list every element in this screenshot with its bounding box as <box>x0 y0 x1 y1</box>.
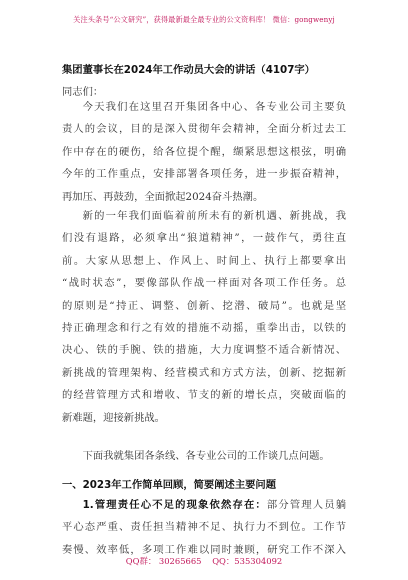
paragraph-line: 今年的工作重点，安排部署各项任务，进一步振奋精神， <box>62 168 346 181</box>
paragraph-line: 今天我们在这里召开集团各中心、各专业公司主要负 <box>82 101 346 113</box>
paragraph-line: 奏慢、效率低，多项工作难以同时兼顾，研究工作不深入 <box>62 543 346 556</box>
paragraph-line: 的原则是“持正、调整、创新、挖潜、破局”。也就是坚 <box>62 299 346 312</box>
paragraph-line: 决心、铁的手腕、铁的措施，大力度调整不适合新情况、 <box>62 344 346 357</box>
paragraph-line: 下面我就集团各条线、各专业公司的工作谈几点问题。 <box>82 450 330 462</box>
paragraph-line: 再加压、再鼓劲，全面掀起2024奋斗热潮。 <box>62 190 264 203</box>
paragraph-line: 们没有退路，必须拿出“狼道精神”，一鼓作气，勇往直 <box>62 232 346 245</box>
qq-contact: QQ：535304092 <box>212 556 283 566</box>
promo-banner: 关注头条号“公文研究”，获得最新最全最专业的公文资料库！ 微信：gongwenyj <box>73 15 335 24</box>
point-1-text: 部分管理人员躺 <box>266 499 347 511</box>
paragraph-line: 前。大家从思想上、作风上、时间上、执行上都要拿出 <box>62 254 346 267</box>
paragraph-line: 新挑战的管理架构、经营模式和方式方法，创新、挖掘新 <box>62 366 346 379</box>
greeting: 同志们： <box>62 86 104 98</box>
paragraph-1 <box>62 96 346 208</box>
contact-footer <box>0 555 408 567</box>
paragraph-line: 持正确理念和行之有效的措施不动摇，重拳出击，以铁的 <box>62 321 346 334</box>
document-title: 集团董事长在2024年工作动员大会的讲话（4107字） <box>62 64 315 76</box>
paragraph-line: 的经营管理方式和增收、节支的新的增长点，突破面临的 <box>62 389 346 402</box>
point-1-lead: 1.管理责任心不足的现象依然存在： <box>82 499 267 511</box>
paragraph-line: 平心态严重、责任担当精神不足、执行力不到位。工作节 <box>62 521 346 534</box>
paragraph-line: “战时状态”，要像部队作战一样面对各项工作任务。总 <box>62 277 346 290</box>
section-heading: 一、2023年工作简单回顾，简要阐述主要问题 <box>62 479 277 491</box>
paragraph-line: 作中存在的硬伤，给各位提个醒，缬紧思想这根弦，明确 <box>62 145 346 158</box>
qq-group: QQ群： 30265665 <box>125 556 202 566</box>
paragraph-line: 新的一年我们面临着前所未有的新机遇、新挑战，我 <box>82 210 346 222</box>
paragraph-line: 新难题，迎接新挑战。 <box>62 411 165 424</box>
point-1-paragraph <box>62 494 346 561</box>
paragraph-line: 责人的会议，目的是深入贯彻年会精神，全面分析过去工 <box>62 123 346 136</box>
paragraph-2 <box>62 205 346 429</box>
paragraph-3 <box>62 445 346 467</box>
